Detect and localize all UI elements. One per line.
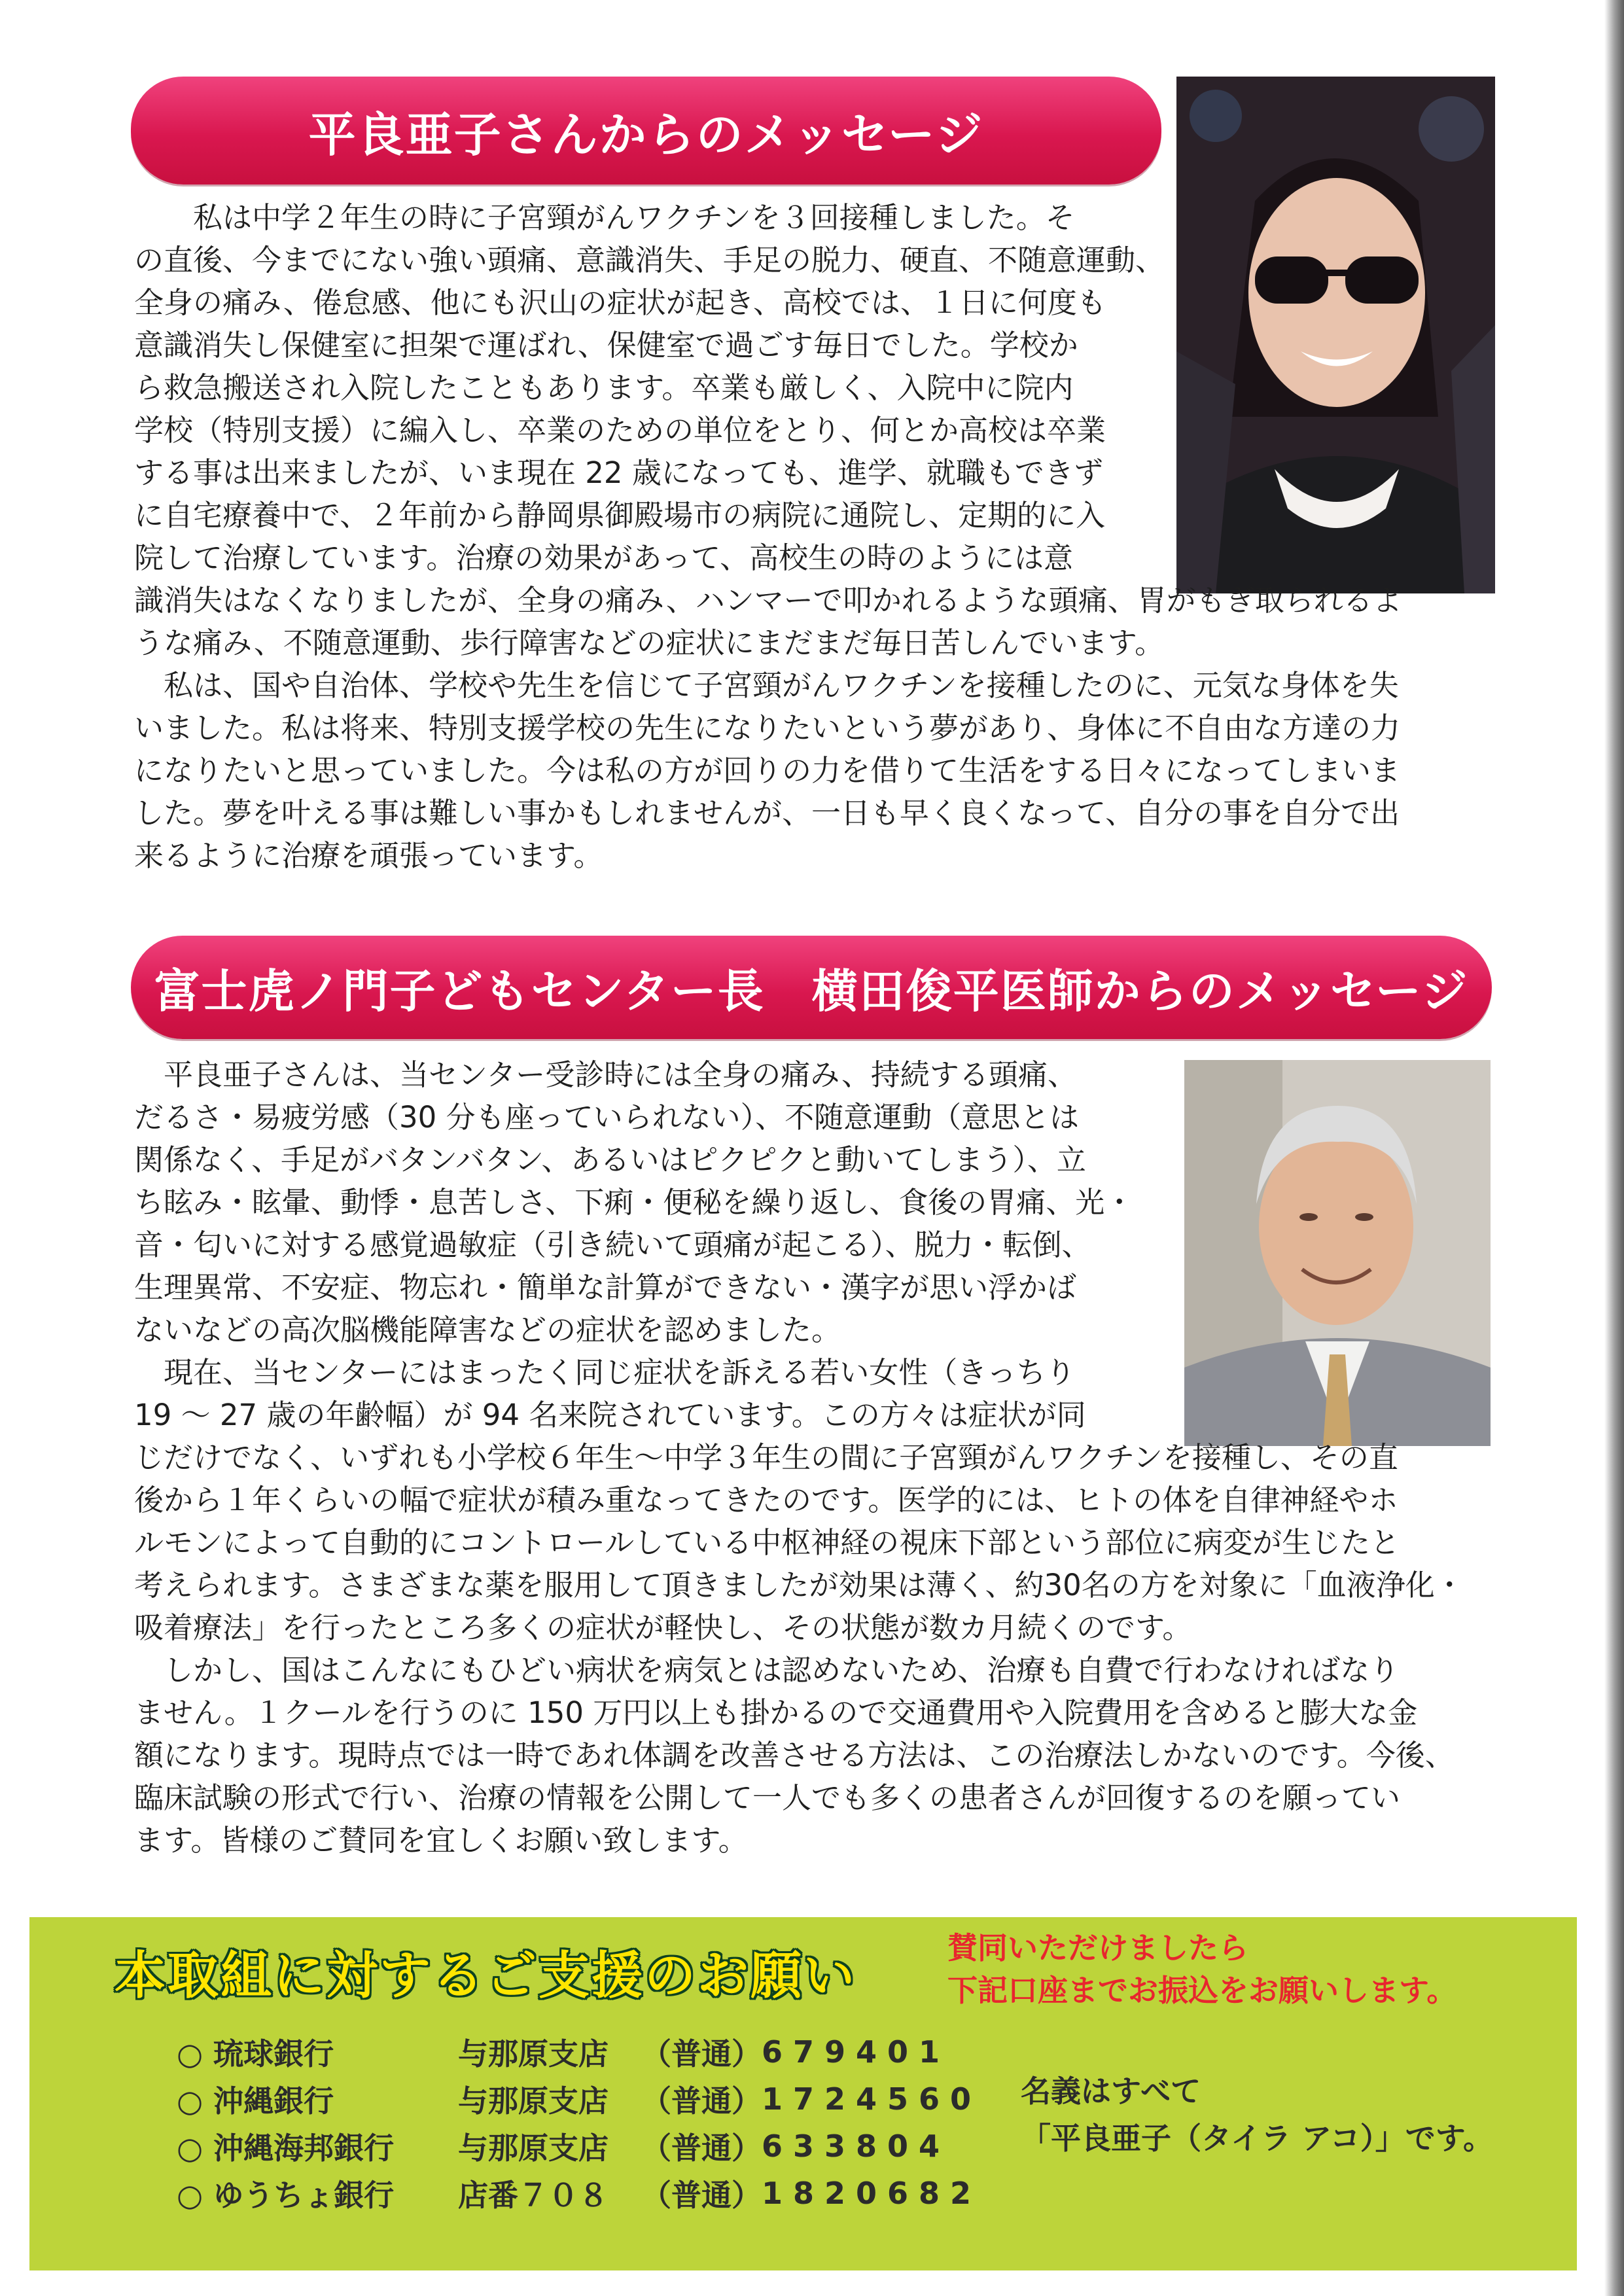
- bank-branch: 店番７０８: [458, 2178, 609, 2213]
- account-holder-note: 名義はすべて 「平良亜子（タイラ アコ）」です。: [1021, 2074, 1494, 2156]
- support-note: 賛同いただけましたら 下記口座までお振込をお願いします。: [947, 1930, 1457, 2008]
- account-number: 1724560: [762, 2081, 982, 2117]
- section1-body: 私は中学２年生の時に子宮頸がんワクチンを３回接種しました。そ の直後、今までにない強い頭痛、意識消失、手足の脱力、硬直、不随意運動、 全身の痛み、倦怠感、他にも沢山の症状が起き、高校では、１日に何度も 意識消失し保健室に担架で運ばれ、保健室で過ごす毎日でした。学校か ら救急搬送され入院したこともあります。卒業も厳しく、入院中に院内 学校（特別支援）に編入し、卒業のための単位をとり、何とか高校は卒業 する事は出来ましたが、いま現在 22 歳になっても、進学、就職もできず に自宅療養中で、２年前から静岡県御殿場市の病院に通院し、定期的に入 院して治療しています。治療の効果があって、高校生の時のようには意 識消失はなくなりましたが、全身の痛み、ハンマーで叩かれるような頭痛、胃がもぎ取られるよ うな痛み、不随意運動、歩行障害などの症状にまだまだ毎日苦しんでいます。 私は、国や自治体、学校や先生を信じて子宮頸がんワクチンを接種したのに、元気な身体を失 いました。私は将来、特別支援学校の先生になりたいという夢があり、身体に不自由な方達の力 になりたいと思っていました。今は私の方が回りの力を借りて生活をする日々になってしまいま した。夢を叶える事は難しい事かもしれませんが、一日も早く良くなって、自分の事を自分で出 来るように治療を頑張っています。: [134, 200, 1402, 873]
- account-number: 1820682: [762, 2176, 982, 2211]
- bank-name: ○ 沖縄銀行: [177, 2083, 334, 2119]
- account-number: 679401: [762, 2034, 951, 2070]
- bank-row: [177, 2028, 981, 2075]
- page-edge: [1604, 0, 1624, 2296]
- section2-heading: 富士虎ノ門子どもセンター長 横田俊平医師からのメッセージ: [131, 936, 1492, 1039]
- bank-name: ○ 琉球銀行: [177, 2036, 334, 2072]
- bank-name: ○ 沖縄海邦銀行: [177, 2130, 395, 2166]
- account-number: 633804: [762, 2128, 951, 2164]
- account-type: （普通）: [641, 2083, 762, 2119]
- bank-branch: 与那原支店: [458, 2130, 609, 2166]
- bank-name: ○ ゆうちょ銀行: [177, 2178, 395, 2213]
- section1-heading: 平良亜子さんからのメッセージ: [131, 77, 1161, 185]
- bank-row: [177, 2075, 981, 2123]
- account-type: （普通）: [641, 2178, 762, 2213]
- bank-row: [177, 2170, 981, 2217]
- bank-branch: 与那原支店: [458, 2083, 609, 2119]
- bank-row: [177, 2123, 981, 2170]
- bank-branch: 与那原支店: [458, 2036, 609, 2072]
- account-type: （普通）: [641, 2036, 762, 2072]
- bank-account-table: [177, 2028, 981, 2217]
- section2-body: 平良亜子さんは、当センター受診時には全身の痛み、持続する頭痛、 だるさ・易疲労感（30 分も座っていられない）、不随意運動（意思とは 関係なく、手足がバタンバタン、あるいはピクピクと動いてしまう）、立 ち眩み・眩暈、動悸・息苦しさ、下痢・便秘を繰り返し、食後の胃痛、光・ 音・匂いに対する感覚過敏症（引き続いて頭痛が起こる）、脱力・転倒、 生理異常、不安症、物忘れ・簡単な計算ができない・漢字が思い浮かば ないなどの高次脳機能障害などの症状を認めました。 現在、当センターにはまったく同じ症状を訴える若い女性（きっちり 19 ～ 27 歳の年齢幅）が 94 名来院されています。この方々は症状が同 じだけでなく、いずれも小学校６年生～中学３年生の間に子宮頸がんワクチンを接種し、その直 後から１年くらいの幅で症状が積み重なってきたのです。医学的には、ヒトの体を自律神経やホ ルモンによって自動的にコントロールしている中枢神経の視床下部という部位に病変が生じたと 考えられます。さまざまな薬を服用して頂きましたが効果は薄く、約30名の方を対象に「血液浄化・ 吸着療法」を行ったところ多くの症状が軽快し、その状態が数カ月続くのです。 しかし、国はこんなにもひどい病状を病気とは認めないため、治療も自費で行わなければなり ません。１クールを行うのに 150 万円以上も掛かるので交通費用や入院費用を含めると膨大な金 額になります。現時点では一時であれ体調を改善させる方法は、この治療法しかないのです。今後、 臨床試験の形式で行い、治療の情報を公開して一人でも多くの患者さんが回復するのを願ってい ます。皆様のご賛同を宜しくお願い致します。: [134, 1057, 1464, 1858]
- support-title: 本取組に対するご支援のお願い: [115, 1947, 857, 2005]
- account-type: （普通）: [641, 2130, 762, 2166]
